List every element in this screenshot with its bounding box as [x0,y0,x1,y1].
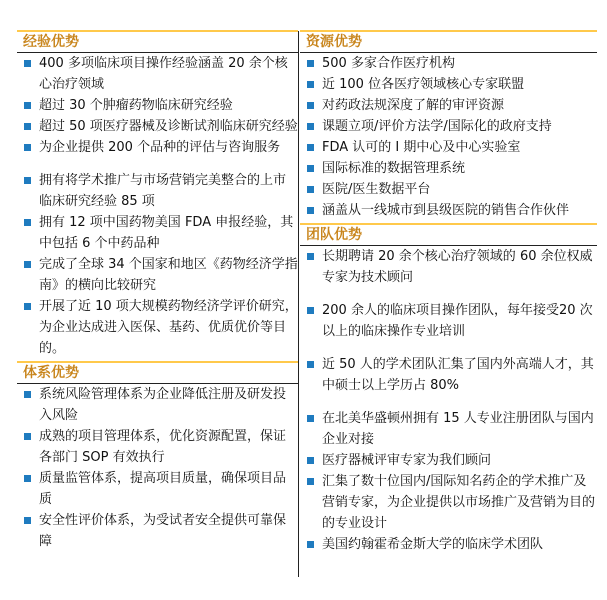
bullet-icon [307,541,314,548]
list-item: 200 余人的临床项目操作团队，每年接受20 次以上的临床操作专业培训 [300,300,597,342]
bullet-icon [24,60,31,67]
list-item: 在北美华盛顿州拥有 15 人专业注册团队与国内企业对接 [300,408,597,450]
bullet-icon [307,457,314,464]
bullet-icon [307,123,314,130]
bullet-icon [307,253,314,260]
list-item: 汇集了数十位国内/国际知名药企的学术推广及营销专家，为企业提供以市场推广及营销为目的的专业设计 [300,471,597,534]
list-item: 课题立项/评价方法学/国际化的政府支持 [300,116,597,137]
right-column [300,30,597,555]
list-item: 400 多项临床项目操作经验涵盖 20 余个核心治疗领域 [17,53,298,95]
list-item: 医疗器械评审专家为我们顾问 [300,450,597,471]
bullet-icon [24,517,31,524]
column-divider [298,31,299,577]
list-item: 开展了近 10 项大规模药物经济学评价研究，为企业达成进入医保、基药、优质优价等目的。 [17,296,298,359]
bullet-icon [24,475,31,482]
bullet-icon [307,102,314,109]
list-item: 拥有 12 项中国药物美国 FDA 申报经验，其中包括 6 个中药品种 [17,212,298,254]
bullet-icon [307,207,314,214]
list-item: 500 多家合作医疗机构 [300,53,597,74]
list-item: 拥有将学术推广与市场营销完美整合的上市临床研究经验 85 项 [17,170,298,212]
list-item: 安全性评价体系，为受试者安全提供可靠保障 [17,510,298,552]
list-item: 超过 50 项医疗器械及诊断试剂临床研究经验 [17,116,298,137]
list-item: 超过 30 个肿瘤药物临床研究经验 [17,95,298,116]
bullet-icon [24,177,31,184]
system-header: 体系优势 [17,361,298,384]
experience-list [17,53,298,359]
list-item: FDA 认可的 I 期中心及中心实验室 [300,137,597,158]
bullet-icon [24,219,31,226]
bullet-icon [24,303,31,310]
team-list [300,246,597,555]
list-item: 美国约翰霍希金斯大学的临床学术团队 [300,534,597,555]
list-item: 近 50 人的学术团队汇集了国内外高端人才，其中硕士以上学历占 80% [300,354,597,396]
list-item: 长期聘请 20 余个核心治疗领域的 60 余位权威专家为技术顾问 [300,246,597,288]
list-item: 医院/医生数据平台 [300,179,597,200]
bullet-icon [307,186,314,193]
bullet-icon [24,123,31,130]
bullet-icon [307,361,314,368]
experience-header: 经验优势 [17,30,298,53]
system-list [17,384,298,552]
bullet-icon [307,307,314,314]
list-item: 完成了全球 34 个国家和地区《药物经济学指南》的横向比较研究 [17,254,298,296]
bullet-icon [307,165,314,172]
bullet-icon [307,478,314,485]
list-item: 成熟的项目管理体系，优化资源配置，保证各部门 SOP 有效执行 [17,426,298,468]
bullet-icon [307,81,314,88]
resources-header: 资源优势 [300,30,597,53]
bullet-icon [307,415,314,422]
resources-list [300,53,597,221]
list-item: 涵盖从一线城市到县级医院的销售合作伙伴 [300,200,597,221]
bullet-icon [307,60,314,67]
left-column [17,30,298,552]
list-item: 国际标准的数据管理系统 [300,158,597,179]
bullet-icon [307,144,314,151]
bullet-icon [24,102,31,109]
list-item: 为企业提供 200 个品种的评估与咨询服务 [17,137,298,158]
list-item: 质量监管体系，提高项目质量，确保项目品质 [17,468,298,510]
bullet-icon [24,144,31,151]
team-header: 团队优势 [300,223,597,246]
list-item: 近 100 位各医疗领域核心专家联盟 [300,74,597,95]
bullet-icon [24,391,31,398]
bullet-icon [24,433,31,440]
bullet-icon [24,261,31,268]
list-item: 系统风险管理体系为企业降低注册及研发投入风险 [17,384,298,426]
list-item: 对药政法规深度了解的审评资源 [300,95,597,116]
